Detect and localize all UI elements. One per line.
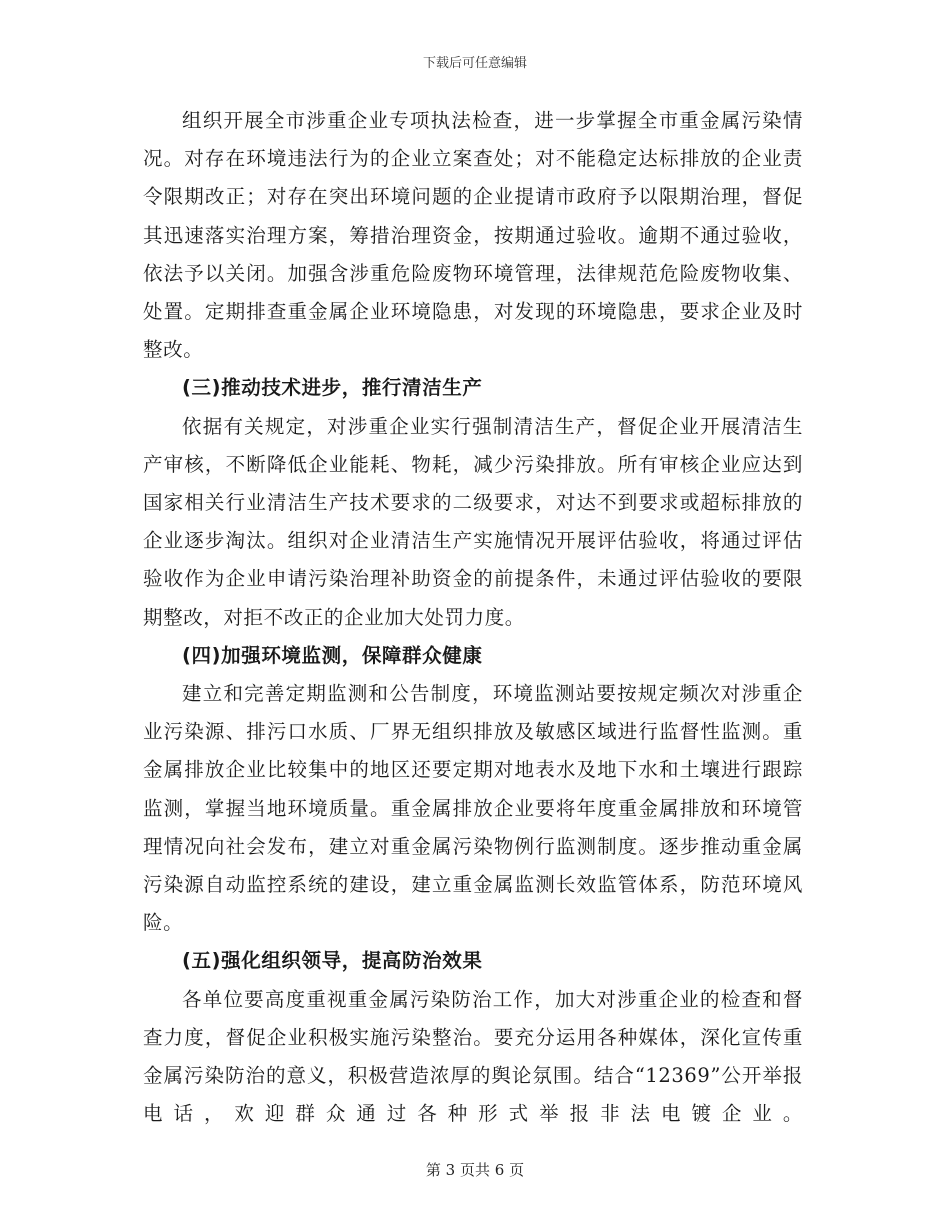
page-header: 下载后可任意编辑 xyxy=(422,56,527,71)
page-number: 第 3 页共 6 页 xyxy=(425,1161,525,1179)
section-heading-4: (四)加强环境监测，保障群众健康 xyxy=(182,643,483,667)
paragraph-enforcement: 组织开展全市涉重企业专项执法检查，进一步掌握全市重金属污染情况。对存在环境违法行为的企业立案查处；对不能稳定达标排放的企业责令限期改正；对存在突出环境问题的企业提请市政府予以限期治理，督促其迅速落实治理方案，筹措治理资金，按期通过验收。逾期不通过验收，依法予以关闭。加强含涉重危险废物环境管理，法律规范危险废物收集、处置。定期排查重金属企业环境隐患，对发现的环境隐患，要求企业及时整改。 xyxy=(143,109,803,362)
paragraph-monitoring: 建立和完善定期监测和公告制度，环境监测站要按规定频次对涉重企业污染源、排污口水质、厂界无组织排放及敏感区域进行监督性监测。重金属排放企业比较集中的地区还要定期对地表水及地下水和土壤进行跟踪监测，掌握当地环境质量。重金属排放企业要将年度重金属排放和环境管理情况向社会发布，建立对重金属污染物例行监测制度。逐步推动重金属污染源自动监控系统的建设，建立重金属监测长效监管体系，防范环境风险。 xyxy=(143,682,803,935)
document-body xyxy=(143,102,803,1133)
paragraph-leadership: 各单位要高度重视重金属污染防治工作，加大对涉重企业的检查和督查力度，督促企业积极实施污染整治。要充分运用各种媒体，深化宣传重金属污染防治的意义，积极营造浓厚的舆论氛围。结合“12369”公开举报电话，欢迎群众通过各种形式举报非法电镀企业。 xyxy=(143,987,803,1126)
section-heading-3: (三)推动技术进步，推行清洁生产 xyxy=(182,376,483,400)
paragraph-clean-production: 依据有关规定，对涉重企业实行强制清洁生产，督促企业开展清洁生产审核，不断降低企业能耗、物耗，减少污染排放。所有审核企业应达到国家相关行业清洁生产技术要求的二级要求，对达不到要求或超标排放的企业逐步淘汰。组织对企业清洁生产实施情况开展评估验收，将通过评估验收作为企业申请污染治理补助资金的前提条件，未通过评估验收的要限期整改，对拒不改正的企业加大处罚力度。 xyxy=(143,414,803,629)
section-heading-5: (五)强化组织领导，提高防治效果 xyxy=(182,949,483,973)
